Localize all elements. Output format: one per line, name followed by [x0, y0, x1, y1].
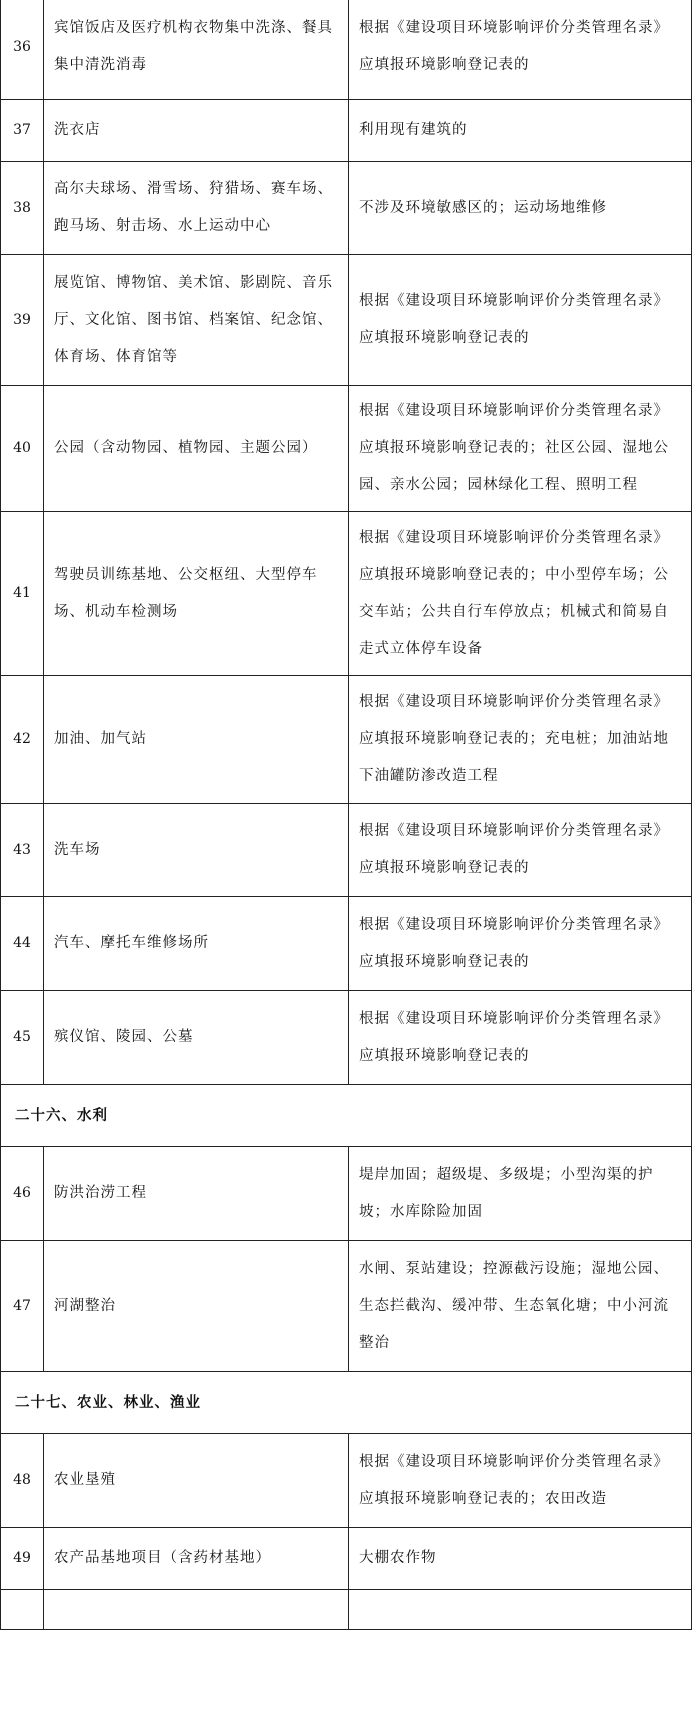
table-body	[1, 0, 692, 1630]
project-type: 宾馆饭店及医疗机构衣物集中洗涤、餐具集中清洗消毒	[44, 0, 349, 100]
project-type: 公园（含动物园、植物园、主题公园）	[44, 386, 349, 512]
row-number	[1, 1590, 44, 1630]
table-row	[1, 1147, 692, 1241]
row-number: 37	[1, 100, 44, 162]
row-number: 36	[1, 0, 44, 100]
table-row	[1, 676, 692, 804]
table-row	[1, 991, 692, 1085]
project-type	[44, 1590, 349, 1630]
scope-note: 根据《建设项目环境影响评价分类管理名录》应填报环境影响登记表的	[349, 804, 692, 897]
table-row	[1, 255, 692, 386]
table-row	[1, 1528, 692, 1590]
section-row	[1, 1372, 692, 1434]
table-row	[1, 1434, 692, 1528]
table-row	[1, 100, 692, 162]
row-number: 41	[1, 512, 44, 676]
row-number: 45	[1, 991, 44, 1085]
project-type: 汽车、摩托车维修场所	[44, 897, 349, 991]
table-row	[1, 1590, 692, 1630]
scope-note: 大棚农作物	[349, 1528, 692, 1590]
project-type: 洗衣店	[44, 100, 349, 162]
row-number: 48	[1, 1434, 44, 1528]
table-row	[1, 1241, 692, 1372]
row-number: 38	[1, 162, 44, 255]
project-type: 驾驶员训练基地、公交枢纽、大型停车场、机动车检测场	[44, 512, 349, 676]
section-title: 二十六、水利	[1, 1085, 692, 1147]
row-number: 46	[1, 1147, 44, 1241]
scope-note: 不涉及环境敏感区的；运动场地维修	[349, 162, 692, 255]
project-type: 防洪治涝工程	[44, 1147, 349, 1241]
scope-note: 根据《建设项目环境影响评价分类管理名录》应填报环境影响登记表的；充电桩；加油站地下油罐防渗改造工程	[349, 676, 692, 804]
project-type: 农产品基地项目（含药材基地）	[44, 1528, 349, 1590]
table-row	[1, 162, 692, 255]
row-number: 43	[1, 804, 44, 897]
scope-note: 根据《建设项目环境影响评价分类管理名录》应填报环境影响登记表的	[349, 255, 692, 386]
project-type: 展览馆、博物馆、美术馆、影剧院、音乐厅、文化馆、图书馆、档案馆、纪念馆、体育场、体育馆等	[44, 255, 349, 386]
table-row	[1, 804, 692, 897]
row-number: 47	[1, 1241, 44, 1372]
table-row	[1, 386, 692, 512]
scope-note: 根据《建设项目环境影响评价分类管理名录》应填报环境影响登记表的；农田改造	[349, 1434, 692, 1528]
scope-note: 堤岸加固；超级堤、多级堤；小型沟渠的护坡；水库除险加固	[349, 1147, 692, 1241]
scope-note	[349, 1590, 692, 1630]
scope-note: 根据《建设项目环境影响评价分类管理名录》应填报环境影响登记表的	[349, 991, 692, 1085]
row-number: 39	[1, 255, 44, 386]
project-type: 农业垦殖	[44, 1434, 349, 1528]
table-row	[1, 897, 692, 991]
row-number: 40	[1, 386, 44, 512]
project-type: 河湖整治	[44, 1241, 349, 1372]
project-type: 殡仪馆、陵园、公墓	[44, 991, 349, 1085]
scope-note: 水闸、泵站建设；控源截污设施；湿地公园、生态拦截沟、缓冲带、生态氧化塘；中小河流整治	[349, 1241, 692, 1372]
row-number: 42	[1, 676, 44, 804]
scope-note: 根据《建设项目环境影响评价分类管理名录》应填报环境影响登记表的	[349, 0, 692, 100]
row-number: 44	[1, 897, 44, 991]
row-number: 49	[1, 1528, 44, 1590]
scope-note: 根据《建设项目环境影响评价分类管理名录》应填报环境影响登记表的	[349, 897, 692, 991]
table-row	[1, 0, 692, 100]
scope-note: 根据《建设项目环境影响评价分类管理名录》应填报环境影响登记表的；社区公园、湿地公园、亲水公园；园林绿化工程、照明工程	[349, 386, 692, 512]
table-row	[1, 512, 692, 676]
project-type: 洗车场	[44, 804, 349, 897]
scope-note: 根据《建设项目环境影响评价分类管理名录》应填报环境影响登记表的；中小型停车场；公交车站；公共自行车停放点；机械式和简易自走式立体停车设备	[349, 512, 692, 676]
scope-note: 利用现有建筑的	[349, 100, 692, 162]
project-type: 高尔夫球场、滑雪场、狩猎场、赛车场、跑马场、射击场、水上运动中心	[44, 162, 349, 255]
section-row	[1, 1085, 692, 1147]
project-type: 加油、加气站	[44, 676, 349, 804]
section-title: 二十七、农业、林业、渔业	[1, 1372, 692, 1434]
